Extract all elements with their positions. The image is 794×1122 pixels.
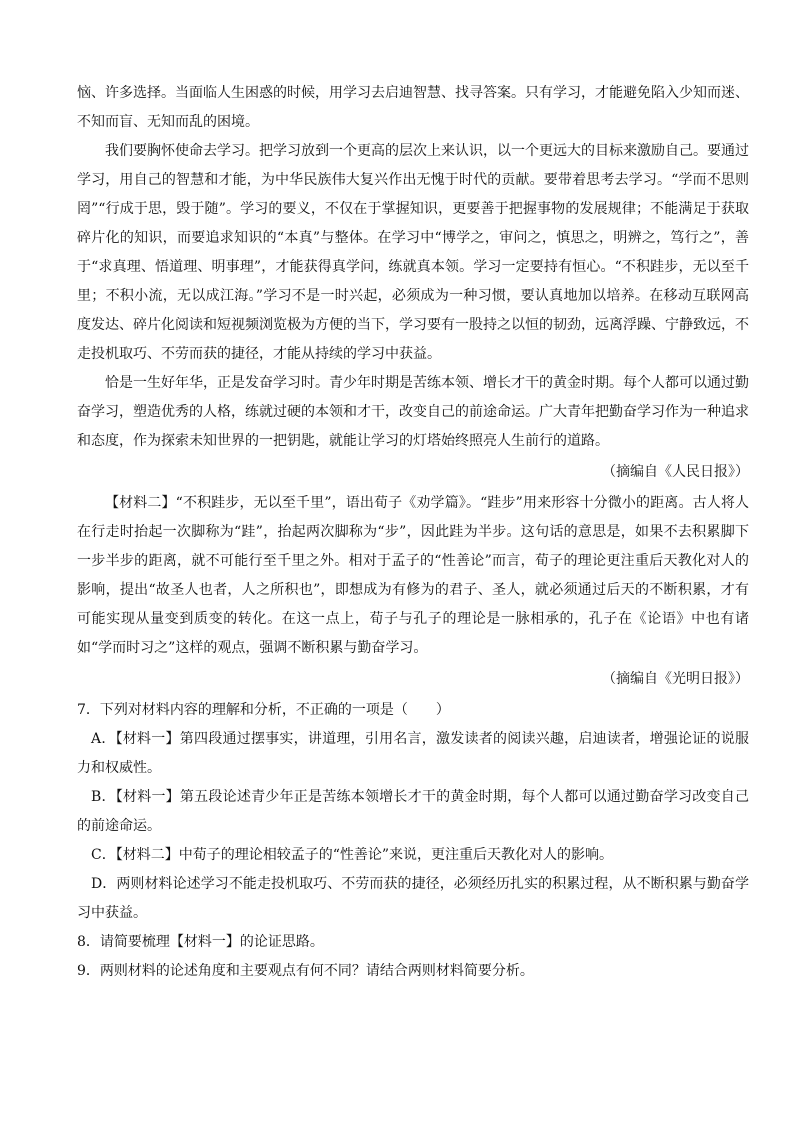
- question-7-option-a: A．【材料一】第四段通过摆事实，讲道理，引用名言，激发读者的阅读兴趣，启迪读者，增强论证的说服力和权威性。: [77, 731, 749, 776]
- article-paragraph-5: 恰是一生好年华，正是发奋学习时。青少年时期是苦练本领、增长才干的黄金时期。每个人都可以通过勤奋学习，塑造优秀的人格，练就过硬的本领和才干，改变自己的前途命运。广大青年把勤奋学习作为一种追求和态度，作为探索未知世界的一把钥匙，就能让学习的灯塔始终照亮人生前行的道路。: [77, 375, 749, 449]
- page-content: [77, 79, 749, 986]
- question-7-option-d: D．两则材料论述学习不能走投机取巧、不劳而获的捷径，必须经历扎实的积累过程，从不断积累与勤奋学习中获益。: [77, 876, 749, 921]
- question-7: 7．下列对材料内容的理解和分析，不正确的一项是（ ）: [77, 702, 450, 718]
- question-7-option-c: C．【材料二】中荀子的理论相较孟子的“性善论”来说，更注重后天教化对人的影响。: [91, 847, 614, 863]
- article-paragraph-continued: 恼、许多选择。当面临人生困惑的时候，用学习去启迪智慧、找寻答案。只有学习，才能避免陷入少知而迷、不知而盲、无知而乱的困境。: [77, 85, 749, 130]
- source-citation-1: （摘编自《人民日报》）: [602, 464, 749, 480]
- question-9: 9．两则材料的论述角度和主要观点有何不同？请结合两则材料简要分析。: [77, 963, 534, 979]
- material-2-paragraph: 【材料二】“不积跬步，无以至千里”，语出荀子《劝学篇》。“跬步”用来形容十分微小的距离。古人将人在行走时抬起一次脚称为“跬”，抬起两次脚称为“步”，因此跬为半步。这句话的意思是，如果不去积累脚下一步半步的距离，就不可能行至千里之外。相对于孟子的“性善论”而言，荀子的理论更注重后天教化对人的影响，提出“故圣人也者，人之所积也”，即想成为有修为的君子、圣人，就必须通过后天的不断积累，才有可能实现从量变到质变的转化。在这一点上，荀子与孔子的理论是一脉相承的，孔子在《论语》中也有诸如“学而时习之”这样的观点，强调不断积累与勤奋学习。: [77, 495, 749, 656]
- question-7-option-b: B．【材料一】第五段论述青少年正是苦练本领增长才干的黄金时期，每个人都可以通过勤奋学习改变自己的前途命运。: [77, 789, 749, 834]
- article-paragraph-4: 我们要胸怀使命去学习。把学习放到一个更高的层次上来认识，以一个更远大的目标来激励自己。要通过学习，用自己的智慧和才能，为中华民族伟大复兴作出无愧于时代的贡献。要带着思考去学习。“学而不思则罔”“行成于思，毁于随”。学习的要义，不仅在于掌握知识，更要善于把握事物的发展规律；不能满足于获取碎片化的知识，而要追求知识的“本真”与整体。在学习中“博学之，审问之，慎思之，明辨之，笃行之”，善于“求真理、悟道理、明事理”，才能获得真学问，练就真本领。学习一定要持有恒心。“不积跬步，无以至千里；不积小流，无以成江海。”学习不是一时兴起，必须成为一种习惯，要认真地加以培养。在移动互联网高度发达、碎片化阅读和短视频浏览极为方便的当下，学习要有一股持之以恒的韧劲，远离浮躁、宁静致远，不走投机取巧、不劳而获的捷径，才能从持续的学习中获益。: [77, 143, 749, 362]
- question-8: 8．请简要梳理【材料一】的论证思路。: [77, 934, 324, 950]
- source-citation-2: （摘编自《光明日报》）: [602, 671, 749, 687]
